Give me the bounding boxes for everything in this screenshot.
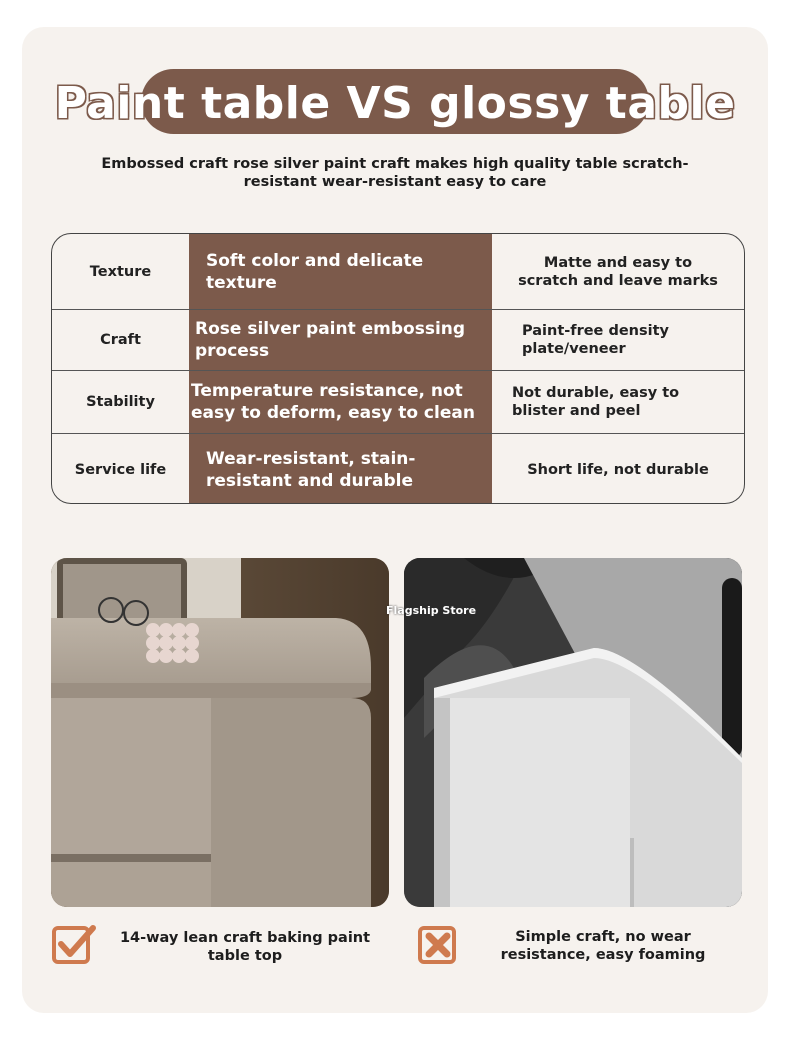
row-label: Craft [100, 332, 141, 348]
row-label: Service life [74, 461, 167, 478]
table-row-texture [52, 234, 744, 309]
paint-cell: Temperature resistance, not easy to deform, easy to clean [191, 381, 475, 423]
paint-cell: Soft color and delicate texture [206, 250, 424, 293]
cross-icon [417, 924, 461, 966]
glossy-table-caption: Simple craft, no wear resistance, easy foaming [500, 929, 706, 963]
page-title: Paint table VS glossy table [54, 78, 736, 129]
glossy-cell: Paint-free density plate/veneer [522, 323, 669, 357]
glossy-cell: Short life, not durable [527, 461, 709, 478]
check-icon [51, 922, 97, 968]
table-row-craft [52, 309, 744, 370]
comparison-table [51, 233, 745, 504]
paint-table-photo [51, 558, 389, 907]
paint-table-illustration [51, 558, 389, 907]
row-label: Texture [89, 263, 152, 280]
paint-cell: Rose silver paint embossing process [195, 319, 466, 361]
paint-cell: Wear-resistant, stain-resistant and durable [206, 448, 416, 491]
table-row-service-life [52, 433, 744, 504]
glossy-cell: Matte and easy to scratch and leave marks [518, 254, 718, 289]
page-subtitle: Embossed craft rose silver paint craft makes high quality table scratch-resistant wear-resistant easy to care [101, 156, 689, 190]
table-row-stability [52, 370, 744, 433]
watermark: Flagship Store [386, 604, 477, 617]
paint-table-caption: 14-way lean craft baking paint table top [119, 930, 371, 964]
row-label: Stability [86, 394, 155, 410]
glossy-cell: Not durable, easy to blister and peel [512, 385, 680, 419]
